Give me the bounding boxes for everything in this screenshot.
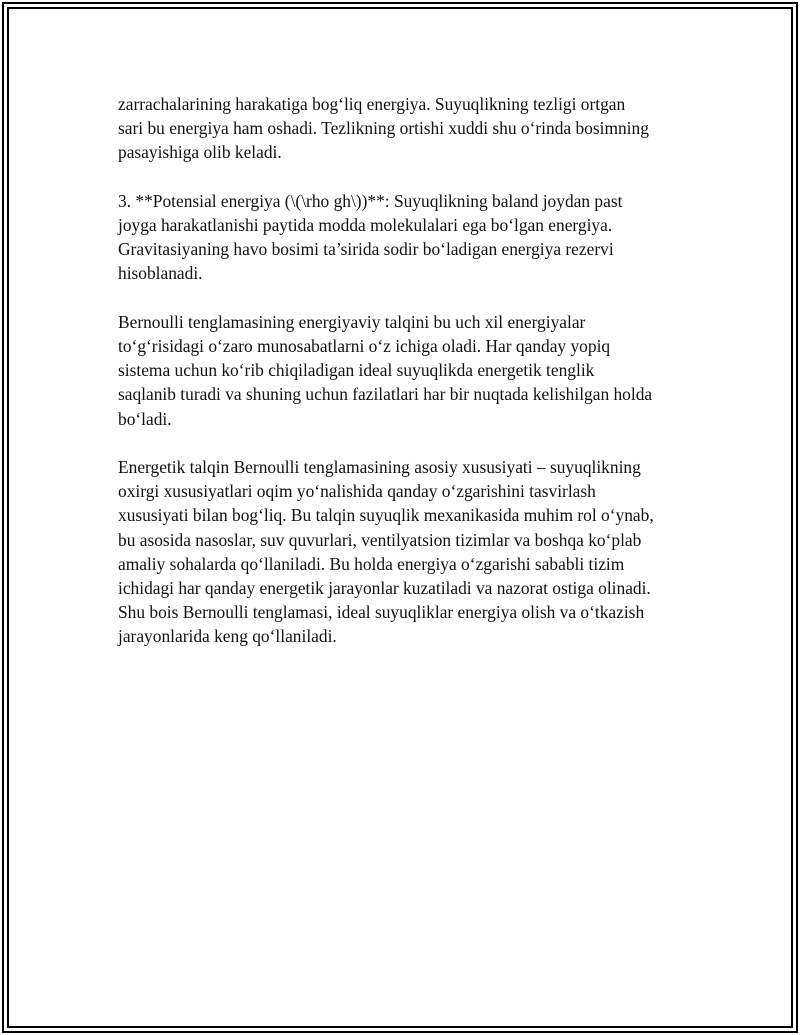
document-body [118,92,693,673]
paragraph-energetic-interpretation-summary: Energetik talqin Bernoulli tenglamasining asosiy xususiyati – suyuqlikning oxirgi xususiyatlari oqim yo‘nalishida qanday o‘zgarishini tasvirlash xususiyati bilan bog‘liq. Bu talqin suyuqlik mexanikasida muhim rol o‘ynab, bu asosida nasoslar, suv quvurlari, ventilyatsion tizimlar va boshqa ko‘plab amaliy sohalarda qo‘llaniladi. Bu holda energiya o‘zgarishi sababli tizim ichidagi har qanday energetik jarayonlar kuzatiladi va nazorat ostiga olinadi. Shu bois Bernoulli tenglamasi, ideal suyuqliklar energiya olish va o‘tkazish jarayonlarida keng qo‘llaniladi. [118,457,654,647]
paragraph-energy-interpretation: Bernoulli tenglamasining energiyaviy talqini bu uch xil energiyalar to‘g‘risidagi o‘zaro munosabatlarni o‘z ichiga oladi. Har qanday yopiq sistema uchun ko‘rib chiqiladigan ideal suyuqlikda energetik tenglik saqlanib turadi va shuning uchun fazilatlari har bir nuqtada kelishilgan holda bo‘ladi. [118,311,653,429]
paragraph-potential-energy: 3. **Potensial energiya (\(\rho gh\))**: Suyuqlikning baland joydan past joyga harakatlanishi paytida modda molekulalari ega bo‘lgan energiya. Gravitasiyaning havo bosimi ta’sirida sodir bo‘ladigan energiya rezervi hisoblanadi. [118,190,623,284]
paragraph-kinetic-energy-continued: zarrachalarining harakatiga bog‘liq energiya. Suyuqlikning tezligi ortgan sari bu energiya ham oshadi. Tezlikning ortishi xuddi shu o‘rinda bosimning pasayishiga olib keladi. [118,94,649,163]
